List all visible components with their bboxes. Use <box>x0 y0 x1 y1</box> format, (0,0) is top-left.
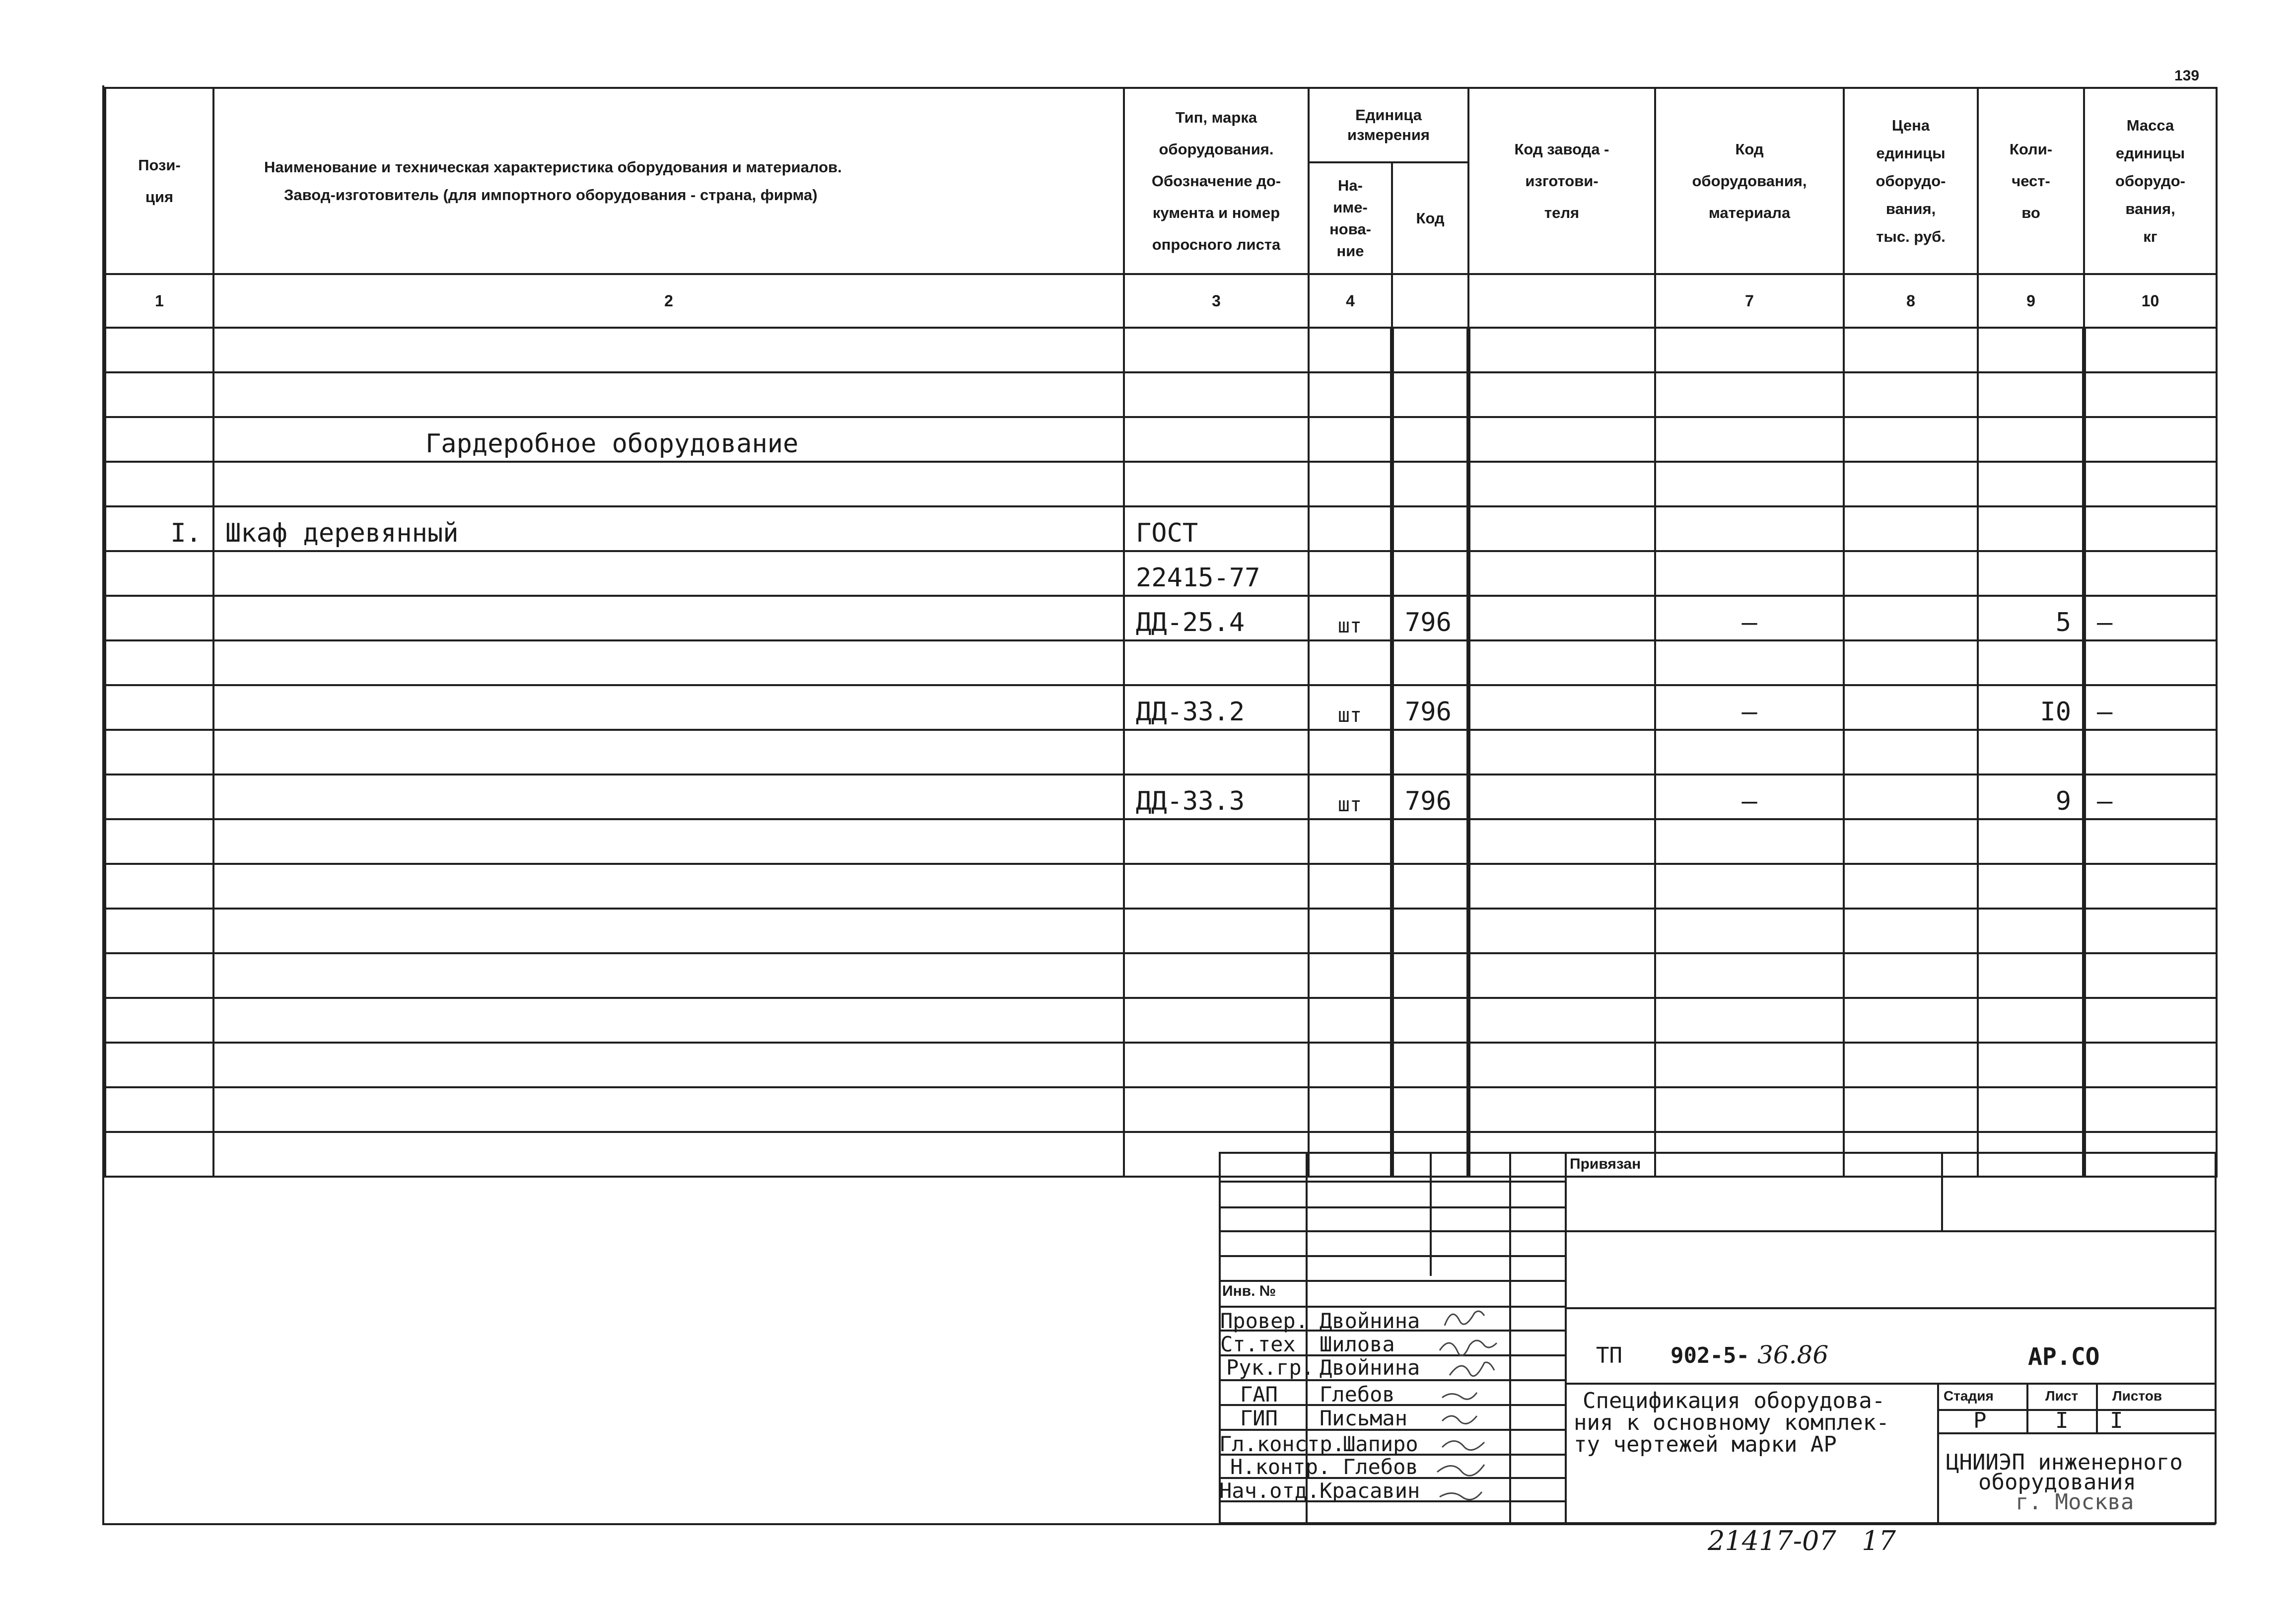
sheets-value: I <box>2110 1408 2123 1433</box>
stage-label: Стадия <box>1944 1388 1994 1404</box>
staff-role: Рук.гр. <box>1226 1355 1315 1380</box>
tb-grid-line <box>1941 1152 1943 1231</box>
staff-name: Глебов <box>1343 1455 1418 1479</box>
table-row <box>105 462 2217 506</box>
section-title: Гардеробное оборудование <box>213 417 1124 462</box>
description-line: ту чертежей марки АР <box>1574 1432 1837 1457</box>
tb-grid-line <box>1219 1181 1565 1183</box>
table-row <box>105 372 2217 417</box>
tb-grid-line <box>1565 1307 2217 1309</box>
header-unit-group: Единица измерения <box>1309 88 1468 162</box>
specification-table <box>104 87 2218 1178</box>
staff-role: Провер. <box>1220 1309 1309 1333</box>
tb-grid-line <box>1565 1230 2217 1232</box>
tb-grid-line <box>1219 1255 1565 1257</box>
project-code: 902-5- <box>1670 1343 1749 1368</box>
staff-role: ГИП <box>1240 1406 1278 1430</box>
footer-reference: 21417-07 17 <box>1708 1525 1896 1556</box>
table-row <box>105 953 2217 998</box>
stage-value: Р <box>1973 1408 1987 1433</box>
table-row-model: ДД-33.2 шт 796 — I0 – <box>105 685 2217 730</box>
privyazan-label: Привязан <box>1570 1156 1641 1172</box>
table-row-section <box>105 417 2217 462</box>
staff-role: Нач.отд. <box>1219 1478 1320 1503</box>
column-numbers-row: 1 2 3 4 7 8 9 10 <box>105 274 2217 328</box>
header-price: Цена единицы оборудо- вания, тыс. руб. <box>1844 88 1978 274</box>
item-doc-line1: ГОСТ <box>1124 506 1309 551</box>
staff-name: Двойнина <box>1320 1309 1420 1333</box>
tb-grid-line <box>2026 1383 2028 1432</box>
tb-grid-line <box>1430 1152 1432 1276</box>
table-row <box>105 730 2217 774</box>
drawing-mark: АР.СО <box>2028 1343 2100 1371</box>
org-line: ЦНИИЭП инженерного <box>1946 1450 2183 1475</box>
header-unit-name: На- име- нова- ние <box>1309 162 1392 274</box>
staff-role: Ст.тех <box>1220 1332 1296 1356</box>
table-row <box>105 1043 2217 1087</box>
project-prefix: ТП <box>1596 1343 1622 1368</box>
table-row <box>105 998 2217 1043</box>
header-plant-code: Код завода - изготови- теля <box>1468 88 1655 274</box>
table-row <box>105 328 2217 372</box>
staff-name: Шилова <box>1320 1332 1395 1356</box>
signatures <box>1435 1306 1524 1524</box>
sheet-value: I <box>2055 1408 2069 1433</box>
header-quantity: Коли- чест- во <box>1978 88 2084 274</box>
staff-name: Красавин <box>1320 1478 1420 1503</box>
table-row <box>105 864 2217 909</box>
tb-grid-line <box>1565 1383 2217 1385</box>
tb-grid-line <box>1219 1230 1565 1232</box>
header-unit-code: Код <box>1392 162 1468 274</box>
tb-grid-line <box>1937 1383 1939 1524</box>
table-row-item <box>105 506 2217 551</box>
table-row-model: ДД-25.4 шт 796 – 5 – <box>105 596 2217 640</box>
staff-name: Письман <box>1320 1406 1408 1430</box>
tb-grid-line <box>2096 1383 2098 1432</box>
item-name: Шкаф деревянный <box>213 506 1124 551</box>
header-equipment-code: Код оборудования, материала <box>1655 88 1844 274</box>
staff-name: Глебов <box>1320 1382 1395 1407</box>
tb-grid-line <box>1219 1280 1565 1282</box>
page-mark: 139 <box>2174 68 2200 84</box>
table-row-model: ДД-33.3 шт 796 – 9 – <box>105 774 2217 819</box>
table-row <box>105 640 2217 685</box>
description-line: Спецификация оборудова- <box>1583 1388 1885 1413</box>
sheets-label: Листов <box>2112 1388 2162 1404</box>
item-position: I. <box>105 506 213 551</box>
project-number: 36.86 <box>1757 1340 1829 1369</box>
staff-role: Н.контр. <box>1230 1455 1331 1479</box>
staff-role: Гл.констр. <box>1219 1432 1345 1456</box>
tb-grid-line <box>1565 1152 1567 1524</box>
header-name: Наименование и техническая характеристика оборудования и материалов. Завод-изготовитель (для импортного оборудования - страна, фирма) <box>213 88 1124 274</box>
header-type: Тип, марка оборудования. Обозначение до- кумента и номер опросного листа <box>1124 88 1309 274</box>
org-line: г. Москва <box>2016 1489 2134 1515</box>
header-position: Пози- ция <box>105 88 213 274</box>
table-row <box>105 551 2217 596</box>
table-row <box>105 1087 2217 1132</box>
description-line: ния к основному комплек- <box>1574 1410 1889 1435</box>
org-line: оборудования <box>1978 1470 2136 1495</box>
staff-role: ГАП <box>1240 1382 1278 1407</box>
table-row <box>105 819 2217 864</box>
header-mass: Масса единицы оборудо- вания, кг <box>2084 88 2217 274</box>
item-doc-line2: 22415-77 <box>1124 551 1309 596</box>
inv-no-label: Инв. № <box>1222 1283 1276 1299</box>
staff-name: Двойнина <box>1320 1355 1420 1380</box>
table-row <box>105 909 2217 953</box>
staff-name: Шапиро <box>1343 1432 1418 1456</box>
sheet-label: Лист <box>2045 1388 2079 1404</box>
tb-grid-line <box>1219 1206 1565 1208</box>
